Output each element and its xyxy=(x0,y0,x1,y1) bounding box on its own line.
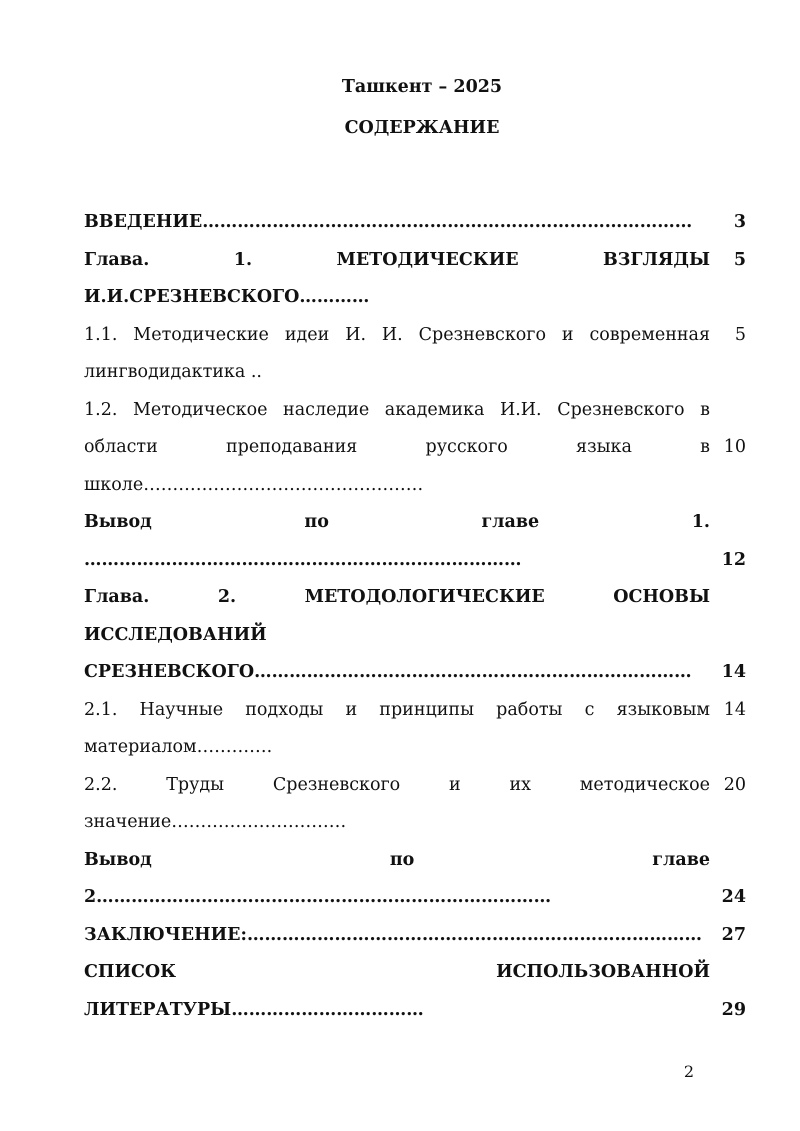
toc-entry-text: Вывод по главе 2…………………………………………………………………… xyxy=(84,849,710,907)
toc-entry-text: Вывод по главе 1. ………………………………………………………………… xyxy=(84,512,710,570)
toc-entry-section-2-2[interactable] xyxy=(84,767,746,842)
toc-entry-intro[interactable] xyxy=(84,204,746,242)
toc-entry-text-continued: И.И.СРЕЗНЕВСКОГО………… xyxy=(84,287,370,307)
toc-entry-page: 5 xyxy=(734,324,746,345)
toc-entry-text: ЗАКЛЮЧЕНИЕ:…………………………………………………………………… xyxy=(84,924,702,945)
toc-entry-references[interactable] xyxy=(84,954,746,1029)
toc-entry-section-1-1[interactable] xyxy=(84,317,746,392)
toc-entry-text-continued: школе………………………………………… xyxy=(84,474,424,495)
toc-entry-text: 1.2. Методическое наследие академика И.И. Срезневского в xyxy=(84,399,710,420)
toc-entry-page: 14 xyxy=(723,699,746,720)
page-number: 2 xyxy=(683,1062,695,1081)
toc-entry-text: СПИСОК ИСПОЛЬЗОВАННОЙ ЛИТЕРАТУРЫ…………………………… xyxy=(84,962,710,1020)
toc-entry-text: Глава. 2. МЕТОДОЛОГИЧЕСКИЕ ОСНОВЫ ИССЛЕДОВАНИЙ xyxy=(84,587,710,645)
toc-entry-text-continued: области преподавания русского языка в xyxy=(84,437,710,457)
table-of-contents xyxy=(84,204,746,1029)
toc-title: СОДЕРЖАНИЕ xyxy=(344,118,500,138)
toc-entry-text: ВВЕДЕНИЕ………………………………………………………………………… xyxy=(84,212,693,232)
toc-entry-page: 20 xyxy=(723,774,746,795)
toc-entry-page: 27 xyxy=(721,924,746,945)
toc-entry-page: 5 xyxy=(733,249,746,270)
toc-entry-section-2-1[interactable] xyxy=(84,692,746,767)
toc-entry-text-continued: материалом…………. xyxy=(84,737,273,757)
toc-entry-text: 1.1. Методические идеи И. И. Срезневского и современная xyxy=(84,324,710,345)
toc-entry-conclusion[interactable] xyxy=(84,917,746,955)
toc-entry-text: Глава. 1. МЕТОДИЧЕСКИЕ ВЗГЛЯДЫ xyxy=(84,249,710,270)
toc-entry-section-1-2[interactable] xyxy=(84,392,746,505)
toc-entry-chapter-2[interactable] xyxy=(84,579,746,692)
toc-entry-page: 14 xyxy=(721,662,746,682)
toc-entry-text-continued: значение………………………… xyxy=(84,812,347,832)
toc-entry-page: 24 xyxy=(721,887,746,907)
toc-entry-chapter-1[interactable] xyxy=(84,242,746,317)
city-year-heading: Ташкент – 2025 xyxy=(341,77,503,97)
toc-entry-text: 2.2. Труды Срезневского и их методическое xyxy=(84,774,710,795)
toc-entry-page: 10 xyxy=(723,437,746,457)
toc-entry-page: 29 xyxy=(721,999,746,1020)
toc-entry-text-continued: лингводидактика .. xyxy=(84,362,262,382)
toc-entry-conclusion-chapter-2[interactable] xyxy=(84,842,746,917)
toc-entry-conclusion-chapter-1[interactable] xyxy=(84,504,746,579)
toc-entry-text: 2.1. Научные подходы и принципы работы с языковым xyxy=(84,699,710,720)
toc-entry-page: 3 xyxy=(733,212,746,232)
toc-entry-page: 12 xyxy=(721,549,746,570)
toc-entry-text-continued: СРЕЗНЕВСКОГО………………………………………………………………… xyxy=(84,662,692,682)
